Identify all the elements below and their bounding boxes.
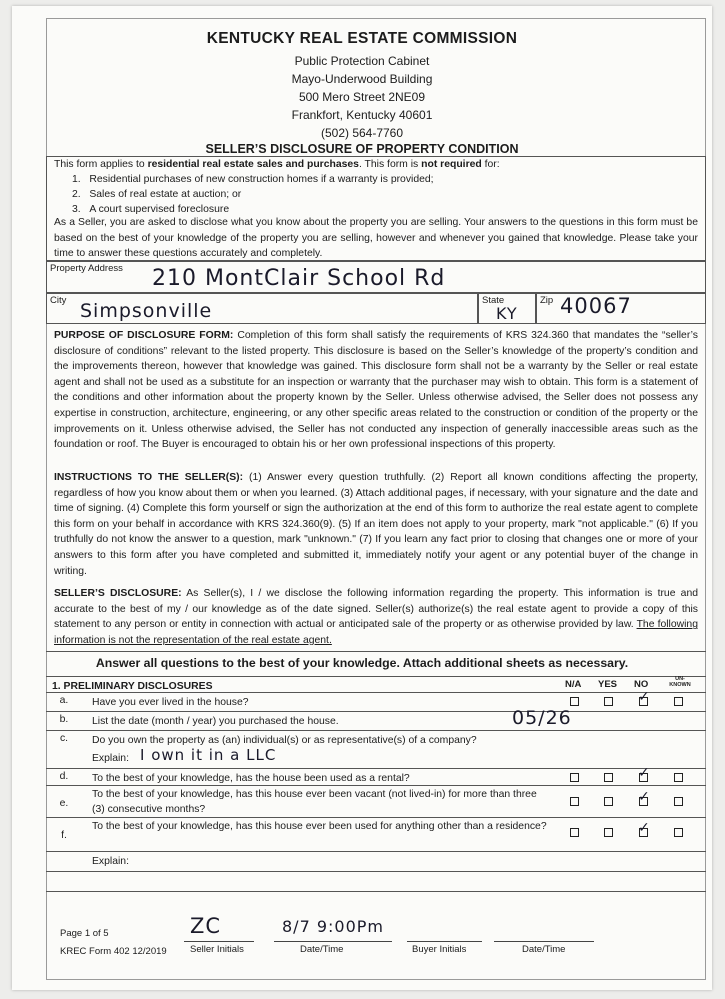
- checkbox-na[interactable]: [570, 697, 579, 706]
- check-mark-icon: ✓: [638, 765, 650, 781]
- checkbox-yes[interactable]: [604, 773, 613, 782]
- page-number: Page 1 of 5: [60, 928, 109, 939]
- purpose-heading: PURPOSE OF DISCLOSURE FORM:: [54, 330, 234, 341]
- city-label: City: [50, 295, 67, 306]
- question-text: To the best of your knowledge, has this house ever been used for anything other than a residence?: [92, 821, 547, 832]
- question-text: To the best of your knowledge, has the house been used as a rental?: [92, 773, 410, 784]
- check-mark-icon: ✓: [638, 689, 650, 705]
- checkbox-na[interactable]: [570, 773, 579, 782]
- exemption-number: 3.: [72, 204, 81, 215]
- question-row-border: [46, 851, 706, 852]
- checkbox-na[interactable]: [570, 828, 579, 837]
- document-page: [12, 6, 712, 990]
- date-time-label-2: Date/Time: [522, 944, 566, 955]
- explain-value: I own it in a LLC: [140, 746, 277, 764]
- question-text: Have you ever lived in the house?: [92, 697, 249, 708]
- column-yes: YES: [598, 679, 618, 690]
- question-row-border: [46, 730, 706, 731]
- seller-initials-label: Seller Initials: [190, 944, 244, 955]
- exemption-number: 2.: [72, 189, 81, 200]
- explain-label: Explain:: [92, 753, 129, 764]
- exemption-text: A court supervised foreclosure: [89, 204, 230, 215]
- question-text: To the best of your knowledge, has this house ever been vacant (not lived-in) for more than three (3) consecutive months?: [92, 789, 537, 815]
- question-row-border: [46, 692, 706, 693]
- table-bottom-border: [46, 891, 706, 892]
- instructions-text: (1) Answer every question truthfully. (2) Report all known conditions affecting the property, regardless of how you know about them or when you learned. (3) Attach additional pages, if necessary, with your signature and the date and time of signing. (4) Complete this form yourself or sign the authorization at the end of this form to authorize the real estate agent to complete this form on your behalf in accordance with KRS 324.360(9). (5) If an item does not apply to your property, mark "not applicable." (6) If you truthfully do not know the answer to a question, mark "unknown." (7) If you learn any fact prior to closing that changes one or more of your answers to this form after you have completed and submitted it, immediately notify your agent or any potential buyer of the change in writing.: [54, 472, 698, 577]
- state-label: State: [482, 295, 505, 306]
- zip-label: Zip: [540, 295, 554, 306]
- seller-disclosure-text: As Seller(s), I / we disclose the following information regarding the property. This information is true and accurate to the best of my / our knowledge as of the date signed. Seller(s) authorize(s) the real estate agent to provide a copy of this statement to any person or entity in connection with actual or anticipated sale of the property or as otherwise provided by law.: [54, 588, 699, 631]
- zip-value: 40067: [560, 294, 632, 318]
- instructions-paragraph: [54, 470, 698, 579]
- checkbox-unknown[interactable]: [674, 773, 683, 782]
- header-line: (502) 564-7760: [320, 126, 404, 140]
- question-letter: b.: [59, 714, 69, 725]
- question-letter: e.: [59, 798, 69, 809]
- question-text: Do you own the property as (an) individual(s) or as representative(s) of a company?: [92, 735, 477, 746]
- table-top-border: [46, 651, 706, 652]
- check-mark-icon: ✓: [638, 789, 650, 805]
- signature-line: [274, 941, 392, 942]
- buyer-initials-label: Buyer Initials: [412, 944, 467, 955]
- signature-line: [407, 941, 482, 942]
- checkbox-unknown[interactable]: [674, 697, 683, 706]
- checkbox-na[interactable]: [570, 797, 579, 806]
- question-letter: c.: [59, 733, 69, 744]
- applies-line: [54, 157, 694, 173]
- question-row-border: [46, 768, 706, 769]
- column-na: N/A: [565, 679, 582, 690]
- column-unknown: UN- KNOWN: [669, 676, 691, 688]
- question-row-border: [46, 871, 706, 872]
- form-title: SELLER’S DISCLOSURE OF PROPERTY CONDITION: [205, 142, 519, 156]
- purpose-text: Completion of this form shall satisfy the requirements of KRS 324.360 that mandates the “seller’s disclosure of conditions” relevant to the listed property. This disclosure is based on the Seller’s knowledge of the property’s condition and the improvements thereon, however that knowledge was gained. This disclosure form shall not be a warranty by the Seller or real estate agent and shall not be used as a substitute for an inspection or warranty that the purchaser may wish to obtain. This form is a statement of the conditions and other information about the property known by the Seller. Unless otherwise advised, the Seller does not possess any expertise in construction, architecture, engineering, or any other specific areas related to the construction or condition of the property or the improvements on it. Unless otherwise advised, the Seller has not conducted any inspection of generally inaccessible areas such as the foundation or roof. The Buyer is encouraged to obtain his or her own professional inspections of this property.: [54, 330, 698, 451]
- purchase-date-value: 05/26: [512, 707, 572, 729]
- seller-disclosure-underlined: The following information is not the representation of the real estate agent.: [54, 619, 698, 646]
- question-row-border: [46, 711, 706, 712]
- applies-text: This form applies to: [54, 159, 148, 170]
- question-row-border: [46, 817, 706, 818]
- question-letter: a.: [59, 695, 69, 706]
- section-title: 1. PRELIMINARY DISCLOSURES: [52, 681, 213, 692]
- signature-line: [494, 941, 594, 942]
- property-address-value: 210 MontClair School Rd: [152, 266, 446, 291]
- answer-banner: Answer all questions to the best of your knowledge. Attach additional sheets as necessary.: [95, 656, 629, 670]
- exemption-number: 1.: [72, 174, 81, 185]
- checkbox-yes[interactable]: [604, 797, 613, 806]
- exemption-item: [72, 187, 241, 203]
- exemption-item: [72, 172, 434, 188]
- question-text: List the date (month / year) you purchased the house.: [92, 716, 339, 727]
- seller-disclosure-heading: SELLER’S DISCLOSURE:: [54, 588, 182, 599]
- applies-text: for:: [481, 159, 500, 170]
- signature-line: [184, 941, 254, 942]
- header-line: Public Protection Cabinet: [294, 54, 430, 68]
- question-row-border: [46, 785, 706, 786]
- exemption-text: Sales of real estate at auction; or: [89, 189, 242, 200]
- applies-bold: not required: [421, 159, 482, 170]
- explain-label: Explain:: [92, 856, 129, 867]
- checkbox-unknown[interactable]: [674, 828, 683, 837]
- state-value: KY: [496, 304, 518, 323]
- purpose-paragraph: [54, 328, 698, 453]
- agency-name: KENTUCKY REAL ESTATE COMMISSION: [206, 30, 518, 47]
- exemption-text: Residential purchases of new construction homes if a warranty is provided;: [89, 174, 434, 185]
- property-address-label: Property Address: [50, 263, 123, 274]
- checkbox-unknown[interactable]: [674, 797, 683, 806]
- date-time-label: Date/Time: [300, 944, 344, 955]
- column-no: NO: [634, 679, 649, 690]
- checkbox-yes[interactable]: [604, 828, 613, 837]
- header-line: Frankfort, Kentucky 40601: [291, 108, 433, 122]
- city-value: Simpsonville: [80, 300, 213, 322]
- date-time-value: 8/7 9:00Pm: [282, 917, 384, 936]
- seller-disclosure-paragraph: [54, 586, 698, 648]
- header-line: 500 Mero Street 2NE09: [298, 90, 426, 104]
- question-letter: d.: [59, 771, 69, 782]
- check-mark-icon: ✓: [638, 820, 650, 836]
- seller-initials-value: ZC: [190, 914, 222, 938]
- question-letter: f.: [61, 830, 67, 841]
- header-line: Mayo-Underwood Building: [291, 72, 433, 86]
- applies-text: . This form is: [358, 159, 422, 170]
- instructions-heading: INSTRUCTIONS TO THE SELLER(S):: [54, 472, 244, 483]
- form-id: KREC Form 402 12/2019: [60, 946, 167, 957]
- intro-paragraph: As a Seller, you are asked to disclose what you know about the property you are selling. Your answers to the questions in this form must be based on the best of your knowledge of the property you are selling, however and whenever you gained that knowledge. Please take your time to answer these questions accurately and completely.: [54, 217, 698, 260]
- checkbox-yes[interactable]: [604, 697, 613, 706]
- applies-bold: residential real estate sales and purchases: [147, 159, 359, 170]
